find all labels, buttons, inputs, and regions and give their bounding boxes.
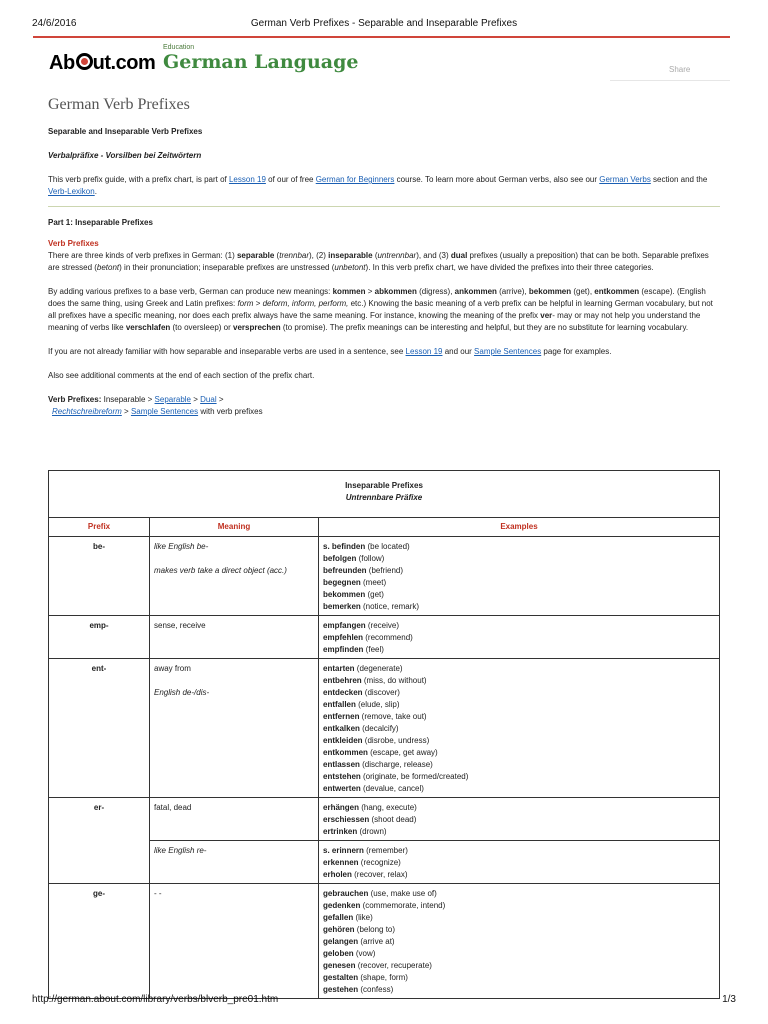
meaning-cell xyxy=(150,841,319,884)
example-verb: entwerten xyxy=(323,784,361,793)
example-gloss: (like) xyxy=(353,913,373,922)
share-divider xyxy=(610,80,730,81)
example-verb: bekommen xyxy=(323,590,366,599)
example-gloss: (remove, take out) xyxy=(359,712,427,721)
article-subtitle-german: Verbalpräfixe - Vorsilben bei Zeitwörtern xyxy=(48,151,202,160)
example-item xyxy=(323,589,715,601)
example-verb: gefallen xyxy=(323,913,354,922)
example-gloss: (degenerate) xyxy=(354,664,403,673)
part1-heading: Part 1: Inseparable Prefixes xyxy=(48,218,153,227)
table-row xyxy=(49,616,720,659)
example-verb: s. erinnern xyxy=(323,846,364,855)
example-item xyxy=(323,747,715,759)
example-item xyxy=(323,735,715,747)
prefix-cell: er- xyxy=(49,798,150,884)
example-verb: empfehlen xyxy=(323,633,364,642)
site-category: Education xyxy=(163,44,195,51)
example-gloss: (receive) xyxy=(365,621,400,630)
usage-paragraph: If you are not already familiar with how separable and inseparable verbs are used in a sentence, see Lesson 19 and our Sample Sentences page for examples. xyxy=(48,347,612,356)
examples-cell xyxy=(319,798,720,841)
example-item xyxy=(323,553,715,565)
example-item xyxy=(323,845,715,857)
example-gloss: (originate, be formed/created) xyxy=(360,772,469,781)
example-gloss: (recommend) xyxy=(363,633,413,642)
header-meaning: Meaning xyxy=(150,518,319,537)
example-gloss: (decalcify) xyxy=(359,724,399,733)
print-footer xyxy=(32,994,736,1005)
example-verb: genesen xyxy=(323,961,356,970)
example-item xyxy=(323,723,715,735)
example-gloss: (discover) xyxy=(362,688,400,697)
example-verb: entkalken xyxy=(323,724,360,733)
example-verb: erkennen xyxy=(323,858,359,867)
example-gloss: (elude, slip) xyxy=(355,700,400,709)
example-item xyxy=(323,675,715,687)
verb-lexikon-link[interactable]: Verb-Lexikon xyxy=(48,187,95,196)
example-verb: erhängen xyxy=(323,803,360,812)
example-verb: empfangen xyxy=(323,621,366,630)
meaning-cell xyxy=(150,884,319,999)
meaning-line: away from xyxy=(154,664,191,673)
example-item xyxy=(323,601,715,613)
example-item xyxy=(323,620,715,632)
example-verb: geloben xyxy=(323,949,354,958)
example-verb: erholen xyxy=(323,870,352,879)
print-header xyxy=(0,0,768,34)
example-item xyxy=(323,936,715,948)
example-item xyxy=(323,783,715,795)
example-gloss: (recover, recuperate) xyxy=(355,961,432,970)
header-prefix: Prefix xyxy=(49,518,150,537)
example-item xyxy=(323,826,715,838)
example-gloss: (discharge, release) xyxy=(359,760,433,769)
example-item xyxy=(323,577,715,589)
table-caption xyxy=(49,471,720,518)
german-verbs-link[interactable]: German Verbs xyxy=(599,175,651,184)
example-verb: entstehen xyxy=(323,772,361,781)
print-date: 24/6/2016 xyxy=(32,18,77,29)
example-item xyxy=(323,869,715,881)
example-verb: gebrauchen xyxy=(323,889,369,898)
example-gloss: (commemorate, intend) xyxy=(360,901,446,910)
page-number: 1/3 xyxy=(722,994,736,1005)
example-gloss: (befriend) xyxy=(366,566,404,575)
table-caption-en: Inseparable Prefixes xyxy=(345,481,423,490)
example-verb: ertrinken xyxy=(323,827,358,836)
examples-cell xyxy=(319,841,720,884)
example-item xyxy=(323,960,715,972)
example-gloss: (belong to) xyxy=(354,925,396,934)
table-row xyxy=(49,659,720,798)
example-verb: gehören xyxy=(323,925,355,934)
example-verb: entkleiden xyxy=(323,736,363,745)
example-item xyxy=(323,814,715,826)
example-item xyxy=(323,687,715,699)
inseparable-prefix-table xyxy=(48,470,720,999)
meaning-cell xyxy=(150,659,319,798)
example-gloss: (recover, relax) xyxy=(351,870,408,879)
lesson19-link-2[interactable]: Lesson 19 xyxy=(405,347,443,356)
example-gloss: (get) xyxy=(365,590,384,599)
prefix-meanings-paragraph: By adding various prefixes to a base verb, German can produce new meanings: kommen > abkommen (digress), ankommen (arrive), bekommen (get), entkommen (escape). (English does the same thing, using Greek and Latin prefixes: form > deform, inform, perform, etc.) Knowing the basic meaning of a verb prefix can be helpful in learning German vocabulary, but not all prefixes have a specific meaning, nor does each prefix always have the same meaning. For instance, knowing the meaning of the prefix ver- may or may not help you understand the meaning of verbs like verschlafen (to oversleep) or versprechen (to promise). The prefix meanings can be interesting and helpful, but they are no substitute for learning vocabulary. xyxy=(48,287,713,332)
example-gloss: (shoot dead) xyxy=(369,815,417,824)
table-caption-de: Untrennbare Präfixe xyxy=(345,493,423,502)
meaning-cell xyxy=(150,537,319,616)
prefix-cell: ge- xyxy=(49,884,150,999)
prefix-nav: Verb Prefixes: Inseparable > Separable > Dual > Rechtschreibreform > Sample Sentences with verb prefixes xyxy=(48,395,263,416)
nav-dual-link[interactable]: Dual xyxy=(200,395,217,404)
example-verb: entlassen xyxy=(323,760,360,769)
table-row xyxy=(49,884,720,999)
example-gloss: (shape, form) xyxy=(358,973,408,982)
example-item xyxy=(323,759,715,771)
example-item xyxy=(323,632,715,644)
header-examples: Examples xyxy=(319,518,720,537)
example-gloss: (use, make use of) xyxy=(368,889,437,898)
example-gloss: (remember) xyxy=(363,846,408,855)
lesson19-link[interactable]: Lesson 19 xyxy=(228,175,266,184)
example-verb: entfallen xyxy=(323,700,356,709)
meaning-line: fatal, dead xyxy=(154,803,192,812)
prefix-kinds-paragraph: There are three kinds of verb prefixes in German: (1) separable (trennbar), (2) inseparable (untrennbar), and (3) dual prefixes (usually a preposition) that can be both. Separable prefixes are stressed (betont) in their pronunciation; inseparable prefixes are unstressed (unbetont). In this verb prefix chart, we have divided the prefixes into their three categories. xyxy=(48,251,709,272)
example-verb: gestalten xyxy=(323,973,359,982)
example-item xyxy=(323,565,715,577)
examples-cell xyxy=(319,659,720,798)
page-url: http://german.about.com/library/verbs/blverb_pre01.htm xyxy=(32,994,279,1005)
example-gloss: (drown) xyxy=(357,827,387,836)
sample-sentences-link[interactable]: Sample Sentences xyxy=(474,347,542,356)
example-gloss: (follow) xyxy=(356,554,385,563)
example-verb: begegnen xyxy=(323,578,361,587)
example-verb: erschiessen xyxy=(323,815,370,824)
logo-text-end: ut.com xyxy=(92,52,156,74)
prefix-cell: be- xyxy=(49,537,150,616)
about-logo[interactable] xyxy=(49,52,155,75)
print-page-title: German Verb Prefixes - Separable and Inseparable Prefixes xyxy=(250,18,518,29)
meaning-line: sense, receive xyxy=(154,621,206,630)
intro-paragraph: This verb prefix guide, with a prefix chart, is part of Lesson 19 of our of free German for Beginners course. To learn more about German verbs, also see our German Verbs section and the Verb-Lexikon. xyxy=(48,175,708,196)
example-verb: entdecken xyxy=(323,688,363,697)
table-row xyxy=(49,841,720,884)
example-gloss: (miss, do without) xyxy=(361,676,427,685)
example-gloss: (arrive at) xyxy=(358,937,395,946)
examples-cell xyxy=(319,537,720,616)
example-item xyxy=(323,900,715,912)
example-item xyxy=(323,711,715,723)
example-gloss: (notice, remark) xyxy=(360,602,420,611)
table-row xyxy=(49,798,720,841)
example-gloss: (meet) xyxy=(360,578,387,587)
example-verb: befolgen xyxy=(323,554,357,563)
logo-text-start: Ab xyxy=(49,52,75,74)
example-gloss: (feel) xyxy=(363,645,384,654)
prefix-cell: emp- xyxy=(49,616,150,659)
example-item xyxy=(323,972,715,984)
example-item xyxy=(323,663,715,675)
example-gloss: (vow) xyxy=(353,949,376,958)
meaning-line: like English re- xyxy=(154,846,207,855)
meaning-line: - - xyxy=(154,889,162,898)
example-item xyxy=(323,924,715,936)
nav-sample-sentences-link[interactable]: Sample Sentences xyxy=(130,407,199,416)
table-row xyxy=(49,537,720,616)
german-for-beginners-link[interactable]: German for Beginners xyxy=(315,175,395,184)
nav-rechtschreibreform-link[interactable]: Rechtschreibreform xyxy=(52,407,122,416)
example-item xyxy=(323,857,715,869)
example-item xyxy=(323,948,715,960)
meaning-line: English de-/dis- xyxy=(154,688,210,697)
article-subtitle: Separable and Inseparable Verb Prefixes xyxy=(48,127,203,136)
example-verb: empfinden xyxy=(323,645,364,654)
example-gloss: (hang, execute) xyxy=(359,803,417,812)
meaning-line: like English be- xyxy=(154,542,209,551)
example-verb: entbehren xyxy=(323,676,362,685)
example-gloss: (escape, get away) xyxy=(367,748,438,757)
example-gloss: (devalue, cancel) xyxy=(360,784,424,793)
example-item xyxy=(323,699,715,711)
example-item xyxy=(323,912,715,924)
example-item xyxy=(323,802,715,814)
meaning-line: makes verb take a direct object (acc.) xyxy=(154,566,287,575)
comments-note: Also see additional comments at the end of each section of the prefix chart. xyxy=(48,371,315,380)
site-name[interactable]: German Language xyxy=(163,51,359,73)
example-verb: entkommen xyxy=(323,748,368,757)
verb-prefixes-heading: Verb Prefixes xyxy=(48,239,99,248)
example-verb: entfernen xyxy=(323,712,360,721)
examples-cell xyxy=(319,616,720,659)
example-verb: bemerken xyxy=(323,602,361,611)
examples-cell xyxy=(319,884,720,999)
header-divider xyxy=(33,36,730,38)
example-gloss: (recognize) xyxy=(358,858,401,867)
page-title: German Verb Prefixes xyxy=(48,96,190,113)
meaning-cell xyxy=(150,616,319,659)
example-item xyxy=(323,541,715,553)
example-verb: gestehen xyxy=(323,985,359,994)
example-gloss: (disrobe, undress) xyxy=(362,736,430,745)
prefix-cell: ent- xyxy=(49,659,150,798)
meaning-cell xyxy=(150,798,319,841)
article-body xyxy=(48,126,720,418)
example-item xyxy=(323,888,715,900)
example-gloss: (be located) xyxy=(365,542,410,551)
example-item xyxy=(323,771,715,783)
example-item xyxy=(323,644,715,656)
share-button[interactable]: Share xyxy=(669,65,691,74)
example-verb: gedenken xyxy=(323,901,361,910)
example-verb: s. befinden xyxy=(323,542,366,551)
nav-separable-link[interactable]: Separable xyxy=(154,395,192,404)
logo-o-icon xyxy=(76,53,93,70)
example-verb: gelangen xyxy=(323,937,359,946)
example-gloss: (confess) xyxy=(358,985,394,994)
example-verb: befreunden xyxy=(323,566,367,575)
example-verb: entarten xyxy=(323,664,355,673)
